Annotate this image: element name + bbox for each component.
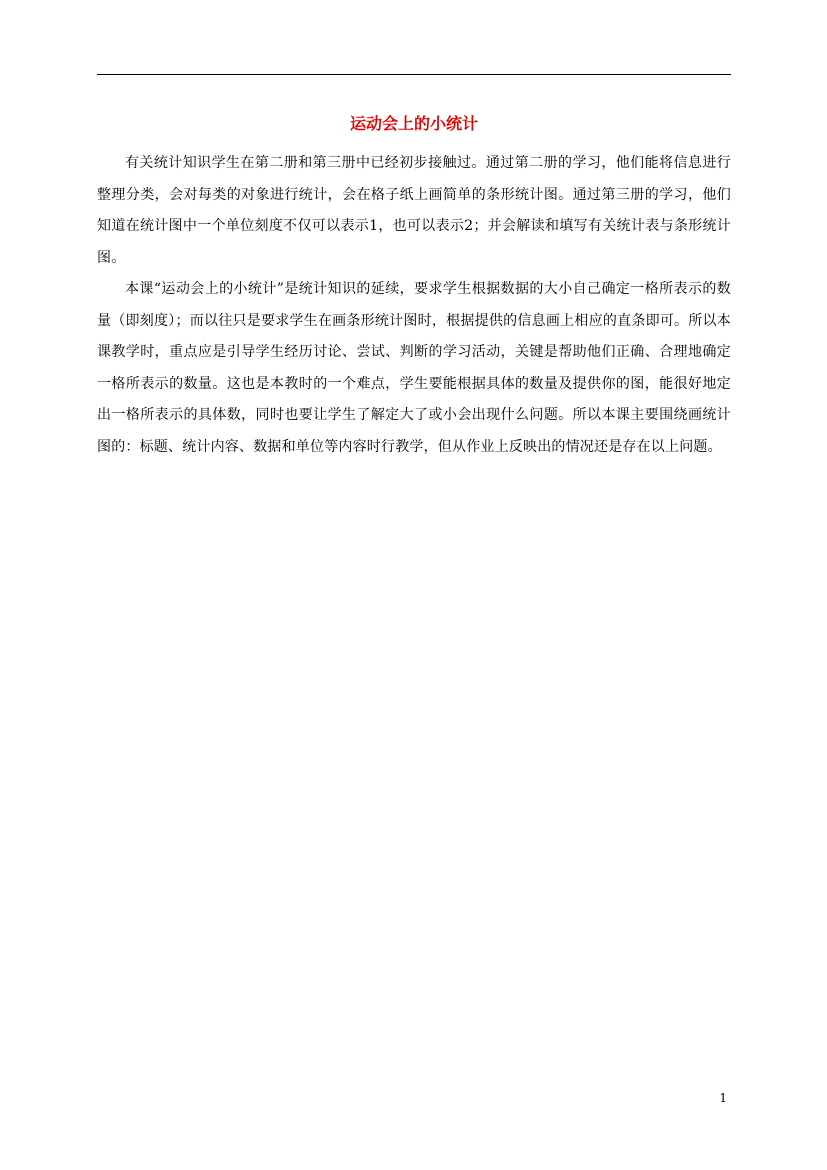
header-rule (97, 74, 731, 75)
paragraph-1: 有关统计知识学生在第二册和第三册中已经初步接触过。通过第二册的学习，他们能将信息进行整理分类，会对每类的对象进行统计，会在格子纸上画简单的条形统计图。通过第三册的学习，他们知道在统计图中一个单位刻度不仅可以表示1，也可以表示2；并会解读和填写有关统计表与条形统计图。 (97, 155, 731, 266)
document-title: 运动会上的小统计 (349, 114, 478, 133)
page-number: 1 (719, 1091, 727, 1105)
paragraph-2: 本课“运动会上的小统计”是统计知识的延续，要求学生根据数据的大小自己确定一格所表示的数量（即刻度）；而以往只是要求学生在画条形统计图时，根据提供的信息画上相应的直条即可。所以本课教学时，重点应是引导学生经历讨论、尝试、判断的学习活动，关键是帮助他们正确、合理地确定一格所表示的数量。这也是本教时的一个难点，学生要能根据具体的数量及提供你的图，能很好地定出一格所表示的具体数，同时也要让学生了解定大了或小会出现什么问题。所以本课主要围绕画统计图的：标题、统计内容、数据和单位等内容时行教学，但从作业上反映出的情况还是存在以上问题。 (97, 281, 731, 455)
document-body (97, 148, 731, 463)
